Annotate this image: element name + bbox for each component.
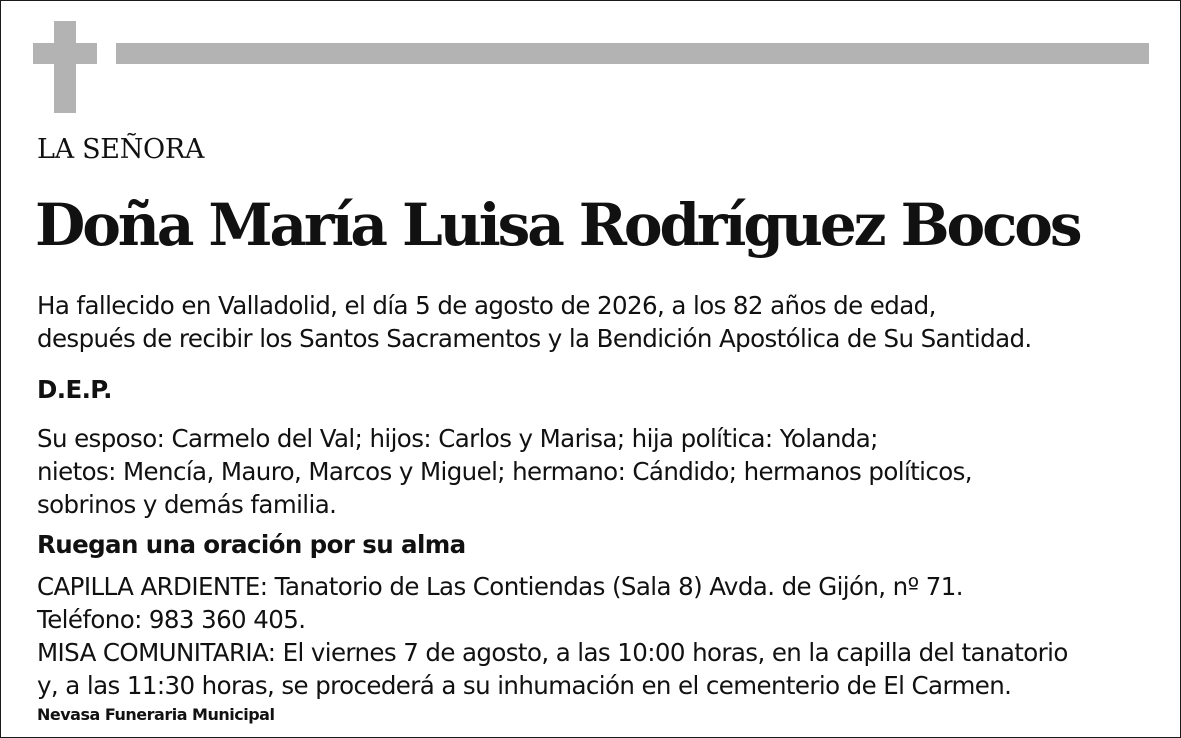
deceased-name: Doña María Luisa Rodríguez Bocos [35,191,1080,259]
header-rule [116,43,1149,64]
arrangement-line: MISA COMUNITARIA: El viernes 7 de agosto, a las 10:00 horas, en la capilla del tanatorio [37,638,1068,667]
family-line: sobrinos y demás familia. [37,490,337,519]
funeral-home-credit: Nevasa Funeraria Municipal [37,705,275,724]
family-line: nietos: Mencía, Mauro, Marcos y Miguel; hermano: Cándido; hermanos políticos, [37,457,972,486]
family-list [37,422,972,521]
arrangement-line: y, a las 11:30 horas, se procederá a su inhumación en el cementerio de El Carmen. [37,671,1012,700]
intro-line: Ha fallecido en Valladolid, el día 5 de agosto de 2026, a los 82 años de edad, [37,291,936,320]
arrangement-line: CAPILLA ARDIENTE: Tanatorio de Las Contiendas (Sala 8) Avda. de Gijón, nº 71. [37,572,963,601]
prayer-request: Ruegan una oración por su alma [37,530,466,559]
rip-label: D.E.P. [37,375,112,404]
cross-icon [33,21,97,113]
honorific: LA SEÑORA [37,134,205,165]
family-line: Su esposo: Carmelo del Val; hijos: Carlos y Marisa; hija política: Yolanda; [37,424,878,453]
arrangement-line: Teléfono: 983 360 405. [37,605,306,634]
intro-line: después de recibir los Santos Sacramentos y la Bendición Apostólica de Su Santidad. [37,324,1032,353]
funeral-arrangements [37,570,1068,702]
death-announcement [37,289,1032,355]
